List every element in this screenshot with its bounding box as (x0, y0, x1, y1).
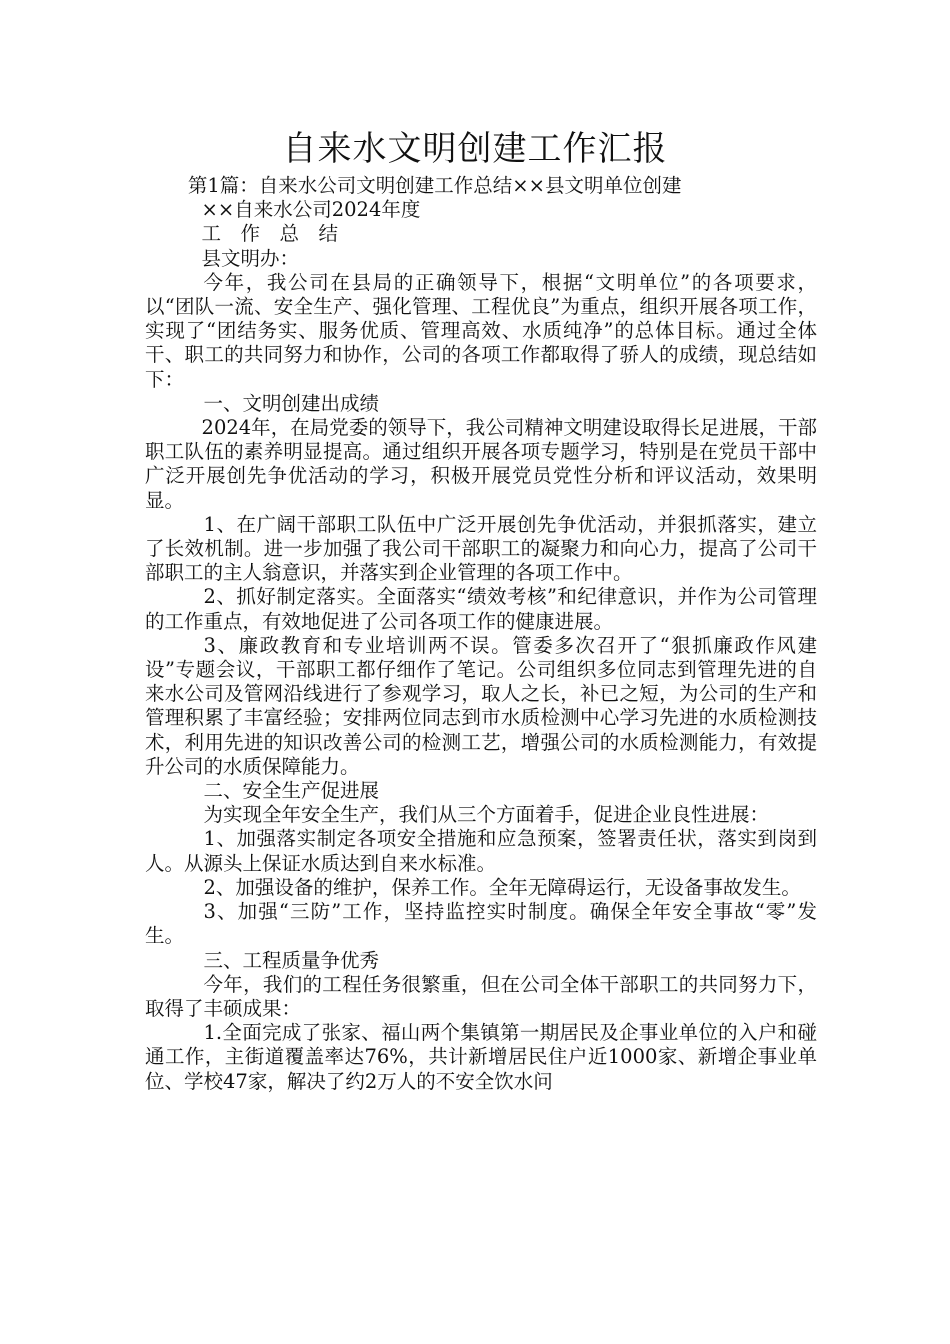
list-item: 1、在广阔干部职工队伍中广泛开展创先争优活动，并狠抓落实，建立了长效机制。进一步加强了我公司干部职工的凝聚力和向心力，提高了公司干部职工的主人翁意识，并落实到企业管理的各项工作中。 (145, 512, 817, 585)
intro-paragraph: 今年，我公司在县局的正确领导下，根据“文明单位”的各项要求，以“团队一流、安全生产、强化管理、工程优良”为重点，组织开展各项工作，实现了“团结务实、服务优质、管理高效、水质纯净”的总体目标。通过全体干、职工的共同努力和协作，公司的各项工作都取得了骄人的成绩，现总结如下： (145, 270, 817, 391)
section-paragraph: 为实现全年安全生产，我们从三个方面着手，促进企业良性进展： (203, 803, 770, 827)
section-heading: 二、安全生产促进展 (203, 779, 380, 803)
section-paragraph: 今年，我们的工程任务很繁重，但在公司全体干部职工的共同努力下，取得了丰硕成果： (145, 972, 817, 1020)
section-heading: 一、文明创建出成绩 (203, 391, 380, 415)
document-body (145, 174, 817, 1094)
list-item: 1、加强落实制定各项安全措施和应急预案，签署责任状，落实到岗到人。从源头上保证水质达到自来水标准。 (145, 827, 817, 875)
addressee: 县文明办： (201, 246, 300, 270)
section-heading: 三、工程质量争优秀 (203, 948, 380, 972)
org-year-line: ××自来水公司2024年度 (201, 198, 421, 222)
subtitle-line: 第1篇：自来水公司文明创建工作总结××县文明单位创建 (187, 174, 682, 197)
document-title: 自来水文明创建工作汇报 (282, 129, 668, 169)
list-item: 1.全面完成了张家、福山两个集镇第一期居民及企事业单位的入户和碰通工作，主街道覆盖率达76%，共计新增居民住户近1000家、新增企事业单位、学校47家，解决了约2万人的不安全饮水问 (145, 1021, 817, 1093)
list-item: 2、抓好制定落实。全面落实“绩效考核”和纪律意识，并作为公司管理的工作重点，有效地促进了公司各项工作的健康进展。 (145, 585, 817, 633)
list-item: 2、加强设备的维护，保养工作。全年无障碍运行，无设备事故发生。 (203, 875, 801, 899)
list-item: 3、加强“三防”工作，坚持监控实时制度。确保全年安全事故“零”发生。 (145, 900, 817, 948)
list-item: 3、廉政教育和专业培训两不误。管委多次召开了“狠抓廉政作风建设”专题会议，干部职工都仔细作了笔记。公司组织多位同志到管理先进的自来水公司及管网沿线进行了参观学习，取人之长，补已之短，为公司的生产和管理积累了丰富经验；安排两位同志到市水质检测中心学习先进的水质检测技术，利用先进的知识改善公司的检测工艺，增强公司的水质检测能力，有效提升公司的水质保障能力。 (145, 633, 817, 778)
report-label: 工 作 总 结 (201, 222, 339, 246)
section-paragraph: 2024年，在局党委的领导下，我公司精神文明建设取得长足进展，干部职工队伍的素养明显提高。通过组织开展各项专题学习，特别是在党员干部中广泛开展创先争优活动的学习，积极开展党员党性分析和评议活动，效果明显。 (145, 416, 817, 512)
